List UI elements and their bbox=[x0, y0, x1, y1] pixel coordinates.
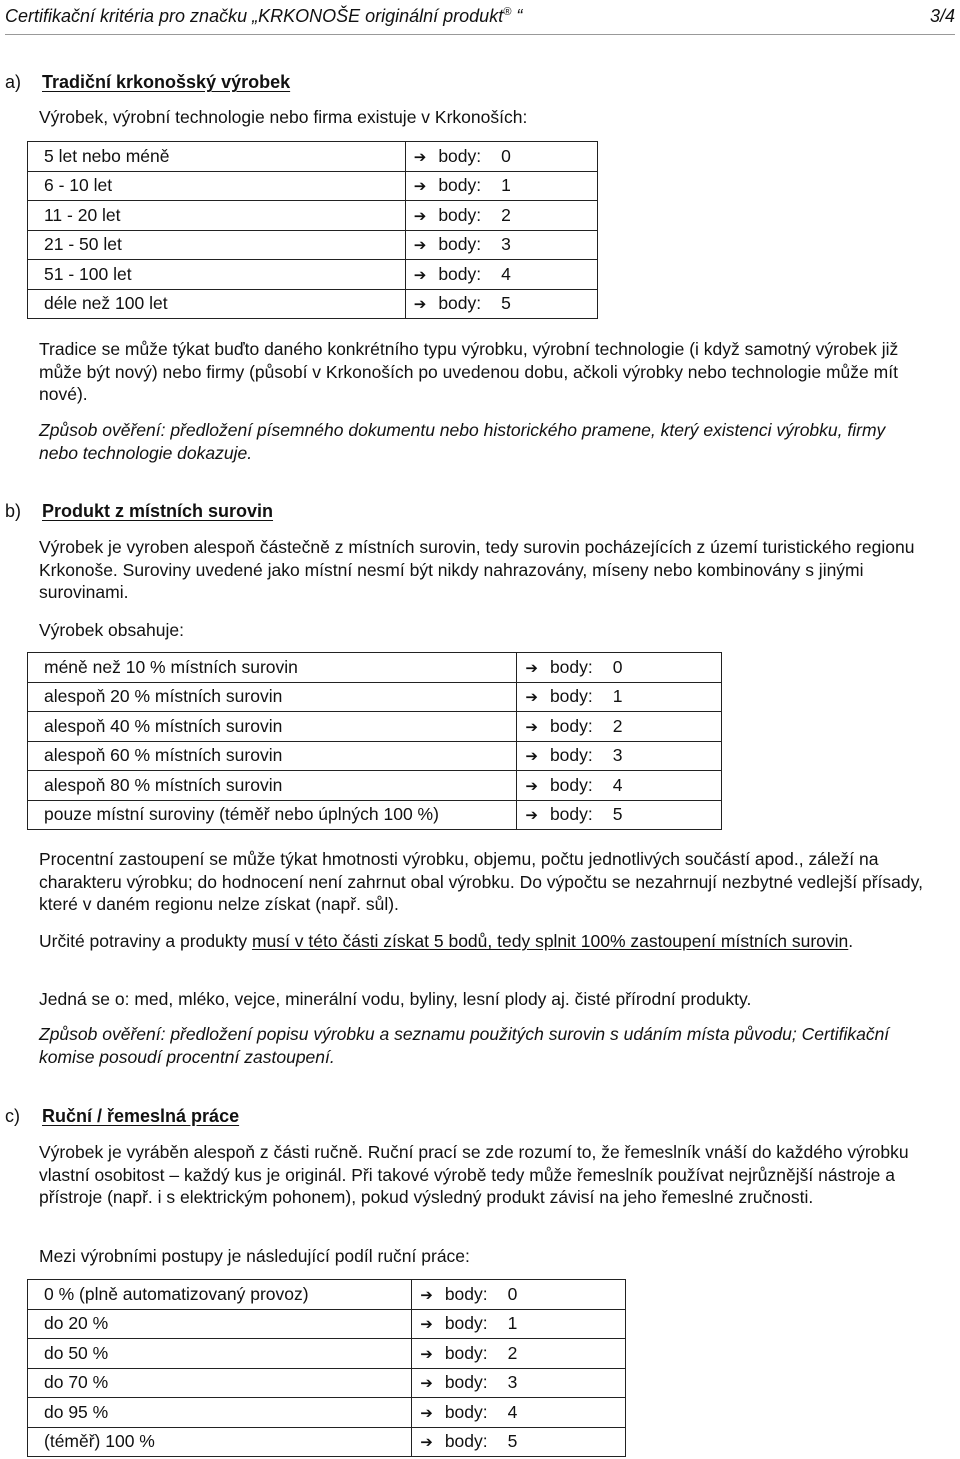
section-a-row bbox=[28, 260, 598, 290]
section-b-row-label: alespoň 40 % místních surovin bbox=[28, 712, 517, 742]
section-b-row-points bbox=[517, 741, 722, 771]
section-c-row-label: do 95 % bbox=[28, 1398, 412, 1428]
points-value: 1 bbox=[507, 1313, 518, 1334]
arrow-right-icon: ➔ bbox=[420, 1316, 433, 1334]
section-b-row-label: alespoň 20 % místních surovin bbox=[28, 682, 517, 712]
section-c-letter: c) bbox=[5, 1106, 20, 1126]
section-c-row-label: (téměř) 100 % bbox=[28, 1427, 412, 1457]
section-c-row bbox=[28, 1339, 626, 1369]
section-c-row-points bbox=[412, 1368, 626, 1398]
section-a-row-points bbox=[405, 230, 597, 260]
section-a-row-points bbox=[405, 171, 597, 201]
section-a-row-points bbox=[405, 289, 597, 319]
arrow-right-icon: ➔ bbox=[413, 266, 427, 284]
section-b-p3-suffix: . bbox=[848, 931, 854, 951]
points-value: 2 bbox=[507, 1342, 518, 1363]
arrow-right-icon: ➔ bbox=[420, 1345, 433, 1363]
section-b-row-points bbox=[517, 682, 722, 712]
section-b-contains: Výrobek obsahuje: bbox=[39, 620, 184, 640]
points-value: 0 bbox=[612, 656, 623, 677]
points-label: body: bbox=[549, 686, 593, 707]
points-value: 2 bbox=[501, 204, 511, 225]
section-b-row-points bbox=[517, 771, 722, 801]
section-c-row-label: do 20 % bbox=[28, 1309, 412, 1339]
points-value: 1 bbox=[612, 686, 623, 707]
points-label: body: bbox=[444, 1283, 488, 1304]
section-a-row bbox=[28, 201, 598, 231]
section-a-row-label: 5 let nebo méně bbox=[28, 142, 406, 172]
document-title-text: Certifikační kritéria pro značku „KRKONOŠE originální produkt bbox=[5, 6, 504, 26]
points-value: 4 bbox=[507, 1401, 518, 1422]
points-value: 5 bbox=[612, 804, 623, 825]
arrow-right-icon: ➔ bbox=[525, 718, 538, 736]
section-c-row-label: do 70 % bbox=[28, 1368, 412, 1398]
points-value: 1 bbox=[501, 175, 511, 196]
section-b-verification: Způsob ověření: předložení popisu výrobku a seznamu použitých surovin s udáním místa původu; Certifikační komise posoudí procentní zastoupení. bbox=[39, 1024, 890, 1067]
points-label: body: bbox=[549, 715, 593, 736]
arrow-right-icon: ➔ bbox=[413, 148, 427, 166]
section-b-row bbox=[28, 741, 722, 771]
section-a-verification: Způsob ověření: předložení písemného dokumentu nebo historického pramene, který existenci výrobku, firmy nebo technologie dokazuje. bbox=[39, 420, 886, 463]
points-value: 5 bbox=[501, 293, 511, 314]
section-b-row-label: méně než 10 % místních surovin bbox=[28, 653, 517, 683]
section-c-row-points bbox=[412, 1280, 626, 1310]
section-c-title: Ruční / řemeslná práce bbox=[42, 1106, 240, 1126]
arrow-right-icon: ➔ bbox=[525, 689, 538, 707]
points-label: body: bbox=[549, 745, 593, 766]
section-b-row bbox=[28, 653, 722, 683]
section-a-intro: Výrobek, výrobní technologie nebo firma existuje v Krkonoších: bbox=[39, 107, 528, 127]
section-b-p3-prefix: Určité potraviny a produkty bbox=[39, 931, 253, 951]
document-title bbox=[5, 6, 522, 27]
section-b-p3-underlined: musí v této části získat 5 bodů, tedy splnit 100% zastoupení místních surovin bbox=[252, 931, 849, 951]
section-c-paragraph-1: Výrobek je vyráběn alespoň z části ručně. Ruční prací se zde rozumí to, že řemeslník vnáší do každého výrobku vlastní osobitost – každý kus je originál. Při takové výrobě tedy může řemeslník používat nejrůznější nástroje a přístroje (např. i s elektrickým pohonem), pokud výsledný produkt závisí na jeho řemeslné zručnosti. bbox=[39, 1142, 909, 1207]
section-c-row bbox=[28, 1309, 626, 1339]
points-label: body: bbox=[438, 234, 482, 255]
points-label: body: bbox=[444, 1342, 488, 1363]
section-a-note: Tradice se může týkat buďto daného konkrétního typu výrobku, výrobní technologie (i když samotný výrobek již může být nový) nebo firmy (působí v Krkonoších po uvedenou dobu, ačkoli výrobky nebo technologie může mít nové). bbox=[39, 339, 899, 404]
points-value: 0 bbox=[507, 1283, 518, 1304]
section-c-row-label: 0 % (plně automatizovaný provoz) bbox=[28, 1280, 412, 1310]
points-label: body: bbox=[444, 1401, 488, 1422]
points-value: 2 bbox=[612, 715, 623, 736]
section-a-row-points bbox=[405, 260, 597, 290]
section-a-title: Tradiční krkonošský výrobek bbox=[42, 72, 291, 92]
arrow-right-icon: ➔ bbox=[420, 1404, 433, 1422]
points-value: 4 bbox=[612, 774, 623, 795]
section-a-row bbox=[28, 230, 598, 260]
section-b-paragraph-3 bbox=[39, 930, 929, 953]
section-b-paragraph-2: Procentní zastoupení se může týkat hmotnosti výrobku, objemu, počtu jednotlivých součástí apod., záleží na charakteru výrobku; do hodnocení není zahrnut obal výrobku. Do výpočtu se nezahrnují nezbytné vedlejší přísady, které v daném regionu nelze získat (např. sůl). bbox=[39, 849, 923, 914]
arrow-right-icon: ➔ bbox=[413, 296, 427, 314]
section-a-row-label: 21 - 50 let bbox=[28, 230, 406, 260]
arrow-right-icon: ➔ bbox=[413, 207, 427, 225]
section-c-row-points bbox=[412, 1339, 626, 1369]
points-label: body: bbox=[549, 774, 593, 795]
section-a-row-points bbox=[405, 142, 597, 172]
section-a-letter: a) bbox=[5, 72, 22, 92]
arrow-right-icon: ➔ bbox=[525, 807, 538, 825]
section-a-row-label: 51 - 100 let bbox=[28, 260, 406, 290]
section-c-row bbox=[28, 1280, 626, 1310]
section-b-row-points bbox=[517, 712, 722, 742]
section-a-row bbox=[28, 289, 598, 319]
arrow-right-icon: ➔ bbox=[525, 777, 538, 795]
points-label: body: bbox=[444, 1313, 488, 1334]
section-c-row-points bbox=[412, 1398, 626, 1428]
section-c-row-label: do 50 % bbox=[28, 1339, 412, 1369]
registered-mark: ® bbox=[503, 6, 512, 18]
section-a-score-table bbox=[27, 141, 598, 319]
section-b-row bbox=[28, 712, 722, 742]
arrow-right-icon: ➔ bbox=[413, 178, 427, 196]
page-number: 3/4 bbox=[929, 6, 955, 26]
points-label: body: bbox=[438, 263, 482, 284]
points-value: 3 bbox=[612, 745, 623, 766]
section-b-letter: b) bbox=[5, 501, 22, 521]
points-label: body: bbox=[549, 804, 593, 825]
section-b-row bbox=[28, 771, 722, 801]
section-a-row-label: déle než 100 let bbox=[28, 289, 406, 319]
section-c-score-table bbox=[27, 1279, 626, 1457]
points-label: body: bbox=[438, 204, 482, 225]
section-a-row bbox=[28, 142, 598, 172]
points-label: body: bbox=[438, 145, 482, 166]
points-value: 5 bbox=[507, 1431, 518, 1452]
section-b-paragraph-1: Výrobek je vyroben alespoň částečně z místních surovin, tedy surovin pocházejících z území turistického regionu Krkonoše. Suroviny uvedené jako místní nesmí být nikdy nahrazovány, míseny nebo kombinovány s jinými surovinami. bbox=[39, 537, 915, 602]
section-b-row-label: pouze místní suroviny (téměř nebo úplných 100 %) bbox=[28, 800, 517, 830]
section-a-row-points bbox=[405, 201, 597, 231]
section-a-row-label: 6 - 10 let bbox=[28, 171, 406, 201]
section-b-paragraph-4: Jedná se o: med, mléko, vejce, minerální vodu, byliny, lesní plody aj. čisté přírodní produkty. bbox=[39, 989, 752, 1009]
section-c-row-points bbox=[412, 1309, 626, 1339]
section-b-row-label: alespoň 80 % místních surovin bbox=[28, 771, 517, 801]
page-header bbox=[5, 4, 955, 35]
section-c-row bbox=[28, 1427, 626, 1457]
points-value: 0 bbox=[501, 145, 511, 166]
arrow-right-icon: ➔ bbox=[420, 1286, 433, 1304]
arrow-right-icon: ➔ bbox=[525, 659, 538, 677]
section-a-row-label: 11 - 20 let bbox=[28, 201, 406, 231]
section-b-title: Produkt z místních surovin bbox=[42, 501, 274, 521]
arrow-right-icon: ➔ bbox=[525, 748, 538, 766]
points-label: body: bbox=[549, 656, 593, 677]
section-b-row-points bbox=[517, 653, 722, 683]
points-label: body: bbox=[438, 293, 482, 314]
points-label: body: bbox=[438, 175, 482, 196]
points-label: body: bbox=[444, 1372, 488, 1393]
section-c-row bbox=[28, 1368, 626, 1398]
section-c-row bbox=[28, 1398, 626, 1428]
points-label: body: bbox=[444, 1431, 488, 1452]
section-c-row-points bbox=[412, 1427, 626, 1457]
closing-quote: “ bbox=[516, 6, 523, 26]
section-b-row bbox=[28, 682, 722, 712]
points-value: 3 bbox=[507, 1372, 518, 1393]
section-b-score-table bbox=[27, 652, 722, 830]
section-b-row bbox=[28, 800, 722, 830]
section-b-row-label: alespoň 60 % místních surovin bbox=[28, 741, 517, 771]
points-value: 4 bbox=[501, 263, 511, 284]
points-value: 3 bbox=[501, 234, 511, 255]
section-b-row-points bbox=[517, 800, 722, 830]
section-c-intro: Mezi výrobními postupy je následující podíl ruční práce: bbox=[39, 1246, 470, 1266]
arrow-right-icon: ➔ bbox=[420, 1434, 433, 1452]
arrow-right-icon: ➔ bbox=[420, 1375, 433, 1393]
arrow-right-icon: ➔ bbox=[413, 237, 427, 255]
section-a-row bbox=[28, 171, 598, 201]
